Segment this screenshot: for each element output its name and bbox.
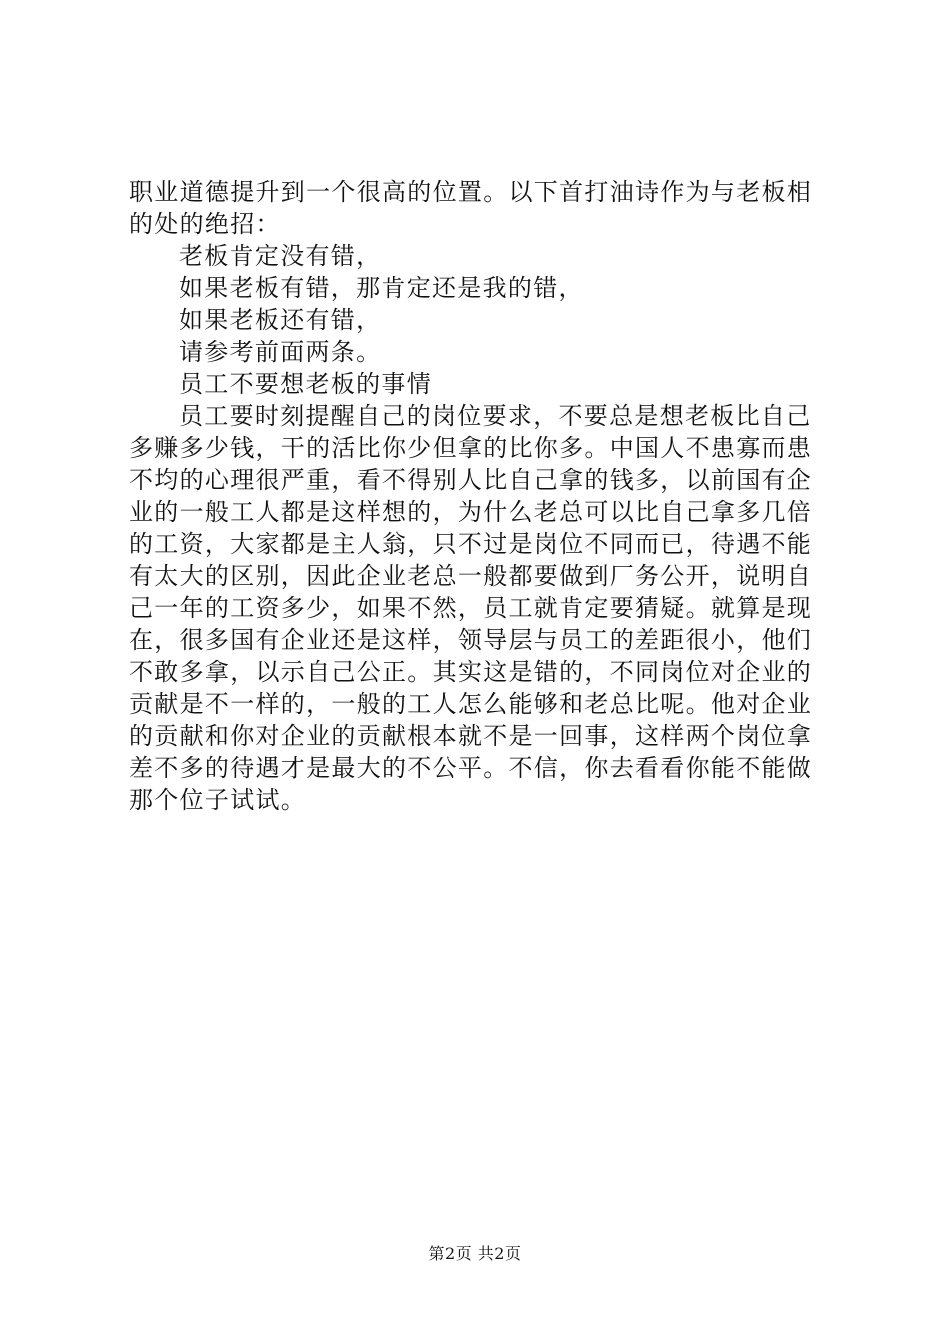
text-line: 差不多的待遇才是最大的不公平。不信，你去看看你能不能做 [129,754,813,782]
poem-line: 请参考前面两条。 [179,338,382,366]
text-line: 不均的心理很严重，看不得别人比自己拿的钱多，以前国有企 [129,466,813,494]
text-line: 职业道德提升到一个很高的位置。以下首打油诗作为与老板相 [129,178,813,206]
section-heading: 员工不要想老板的事情 [179,370,432,398]
text-line: 己一年的工资多少，如果不然，员工就肯定要猜疑。就算是现 [129,594,813,622]
text-line: 那个位子试试。 [129,786,307,814]
text-line: 员工要时刻提醒自己的岗位要求，不要总是想老板比自己 [179,402,812,430]
body-text [129,176,829,816]
text-line: 业的一般工人都是这样想的，为什么老总可以比自己拿多几倍 [129,498,813,526]
text-line: 不敢多拿，以示自己公正。其实这是错的，不同岗位对企业的 [129,658,813,686]
text-line: 的工资，大家都是主人翁，只不过是岗位不同而已，待遇不能 [129,530,813,558]
poem-line: 老板肯定没有错， [179,242,382,270]
text-line: 的处的绝招： [129,210,281,238]
poem-line: 如果老板有错，那肯定还是我的错， [179,274,584,302]
poem-line: 如果老板还有错， [179,306,382,334]
text-line: 在，很多国有企业还是这样，领导层与员工的差距很小，他们 [129,626,813,654]
text-line: 贡献是不一样的，一般的工人怎么能够和老总比呢。他对企业 [129,690,813,718]
page-number: 第2页 共2页 [428,1244,522,1263]
text-line: 有太大的区别，因此企业老总一般都要做到厂务公开，说明自 [129,562,813,590]
text-line: 的贡献和你对企业的贡献根本就不是一回事，这样两个岗位拿 [129,722,813,750]
text-line: 多赚多少钱，干的活比你少但拿的比你多。中国人不患寡而患 [129,434,813,462]
